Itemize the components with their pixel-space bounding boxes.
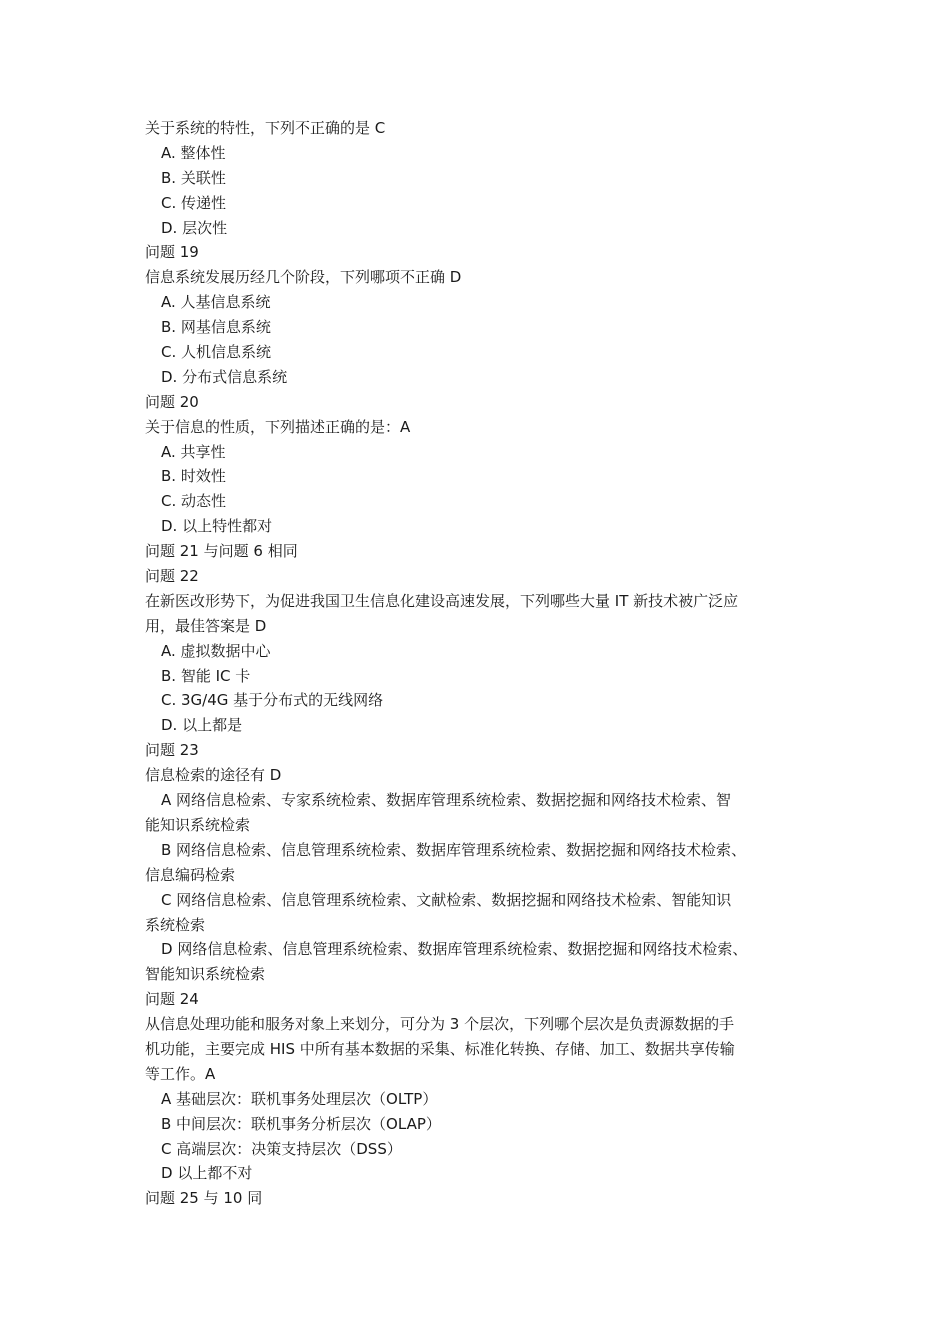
question-text: 智能知识系统检索 xyxy=(145,965,266,984)
question-text: 用，最佳答案是 D xyxy=(145,616,267,635)
answer-option: D 以上都不对 xyxy=(161,1164,253,1183)
answer-option: D. 层次性 xyxy=(161,218,228,237)
answer-option: D 网络信息检索、信息管理系统检索、数据库管理系统检索、数据挖掘和网络技术检索、 xyxy=(161,940,748,959)
answer-option: D. 以上都是 xyxy=(161,716,243,735)
question-number: 问题 21 与问题 6 相同 xyxy=(145,542,298,561)
question-text: 关于系统的特性，下列不正确的是 C xyxy=(145,119,386,137)
answer-option: C. 传递性 xyxy=(161,193,227,212)
answer-option: B. 网基信息系统 xyxy=(161,318,271,337)
answer-option: A. 虚拟数据中心 xyxy=(161,641,271,660)
question-text: 从信息处理功能和服务对象上来划分，可分为 3 个层次，下列哪个层次是负责源数据的手 xyxy=(145,1015,735,1034)
answer-option: B. 关联性 xyxy=(161,168,226,187)
question-text: 信息系统发展历经几个阶段，下列哪项不正确 D xyxy=(145,268,462,287)
answer-option: A. 人基信息系统 xyxy=(161,293,271,312)
answer-option: C 网络信息检索、信息管理系统检索、文献检索、数据挖掘和网络技术检索、智能知识 xyxy=(161,890,732,909)
question-number: 问题 25 与 10 同 xyxy=(145,1189,263,1208)
answer-option: A 基础层次：联机事务处理层次（OLTP） xyxy=(161,1089,438,1108)
answer-option: C 高端层次：决策支持层次（DSS） xyxy=(161,1139,402,1158)
question-text: 系统检索 xyxy=(145,915,206,934)
question-text: 信息检索的途径有 D xyxy=(145,766,282,785)
question-number: 问题 22 xyxy=(145,567,199,586)
question-text: 机功能，主要完成 HIS 中所有基本数据的采集、标准化转换、存储、加工、数据共享传输 xyxy=(145,1039,735,1058)
question-text: 信息编码检索 xyxy=(145,865,236,884)
question-number: 问题 23 xyxy=(145,741,199,760)
answer-option: A 网络信息检索、专家系统检索、数据库管理系统检索、数据挖掘和网络技术检索、智 xyxy=(161,791,732,810)
answer-option: D. 分布式信息系统 xyxy=(161,367,288,386)
answer-option: A. 整体性 xyxy=(161,143,226,162)
question-text: 在新医改形势下，为促进我国卫生信息化建设高速发展，下列哪些大量 IT 新技术被广泛应 xyxy=(145,591,739,610)
answer-option: C. 3G/4G 基于分布式的无线网络 xyxy=(161,691,384,710)
answer-option: B. 智能 IC 卡 xyxy=(161,666,251,685)
question-text: 能知识系统检索 xyxy=(145,815,251,834)
answer-option: C. 人机信息系统 xyxy=(161,343,272,362)
answer-option: B. 时效性 xyxy=(161,467,226,486)
question-number: 问题 20 xyxy=(145,392,199,411)
question-text: 等工作。A xyxy=(145,1064,216,1083)
answer-option: A. 共享性 xyxy=(161,442,226,461)
answer-option: B 中间层次：联机事务分析层次（OLAP） xyxy=(161,1114,441,1133)
question-number: 问题 24 xyxy=(145,990,199,1009)
question-number: 问题 19 xyxy=(145,243,199,262)
answer-option: C. 动态性 xyxy=(161,492,227,511)
answer-option: B 网络信息检索、信息管理系统检索、数据库管理系统检索、数据挖掘和网络技术检索、 xyxy=(161,840,747,859)
answer-option: D. 以上特性都对 xyxy=(161,517,273,536)
document-body xyxy=(145,116,810,1211)
question-text: 关于信息的性质，下列描述正确的是：A xyxy=(145,417,411,436)
